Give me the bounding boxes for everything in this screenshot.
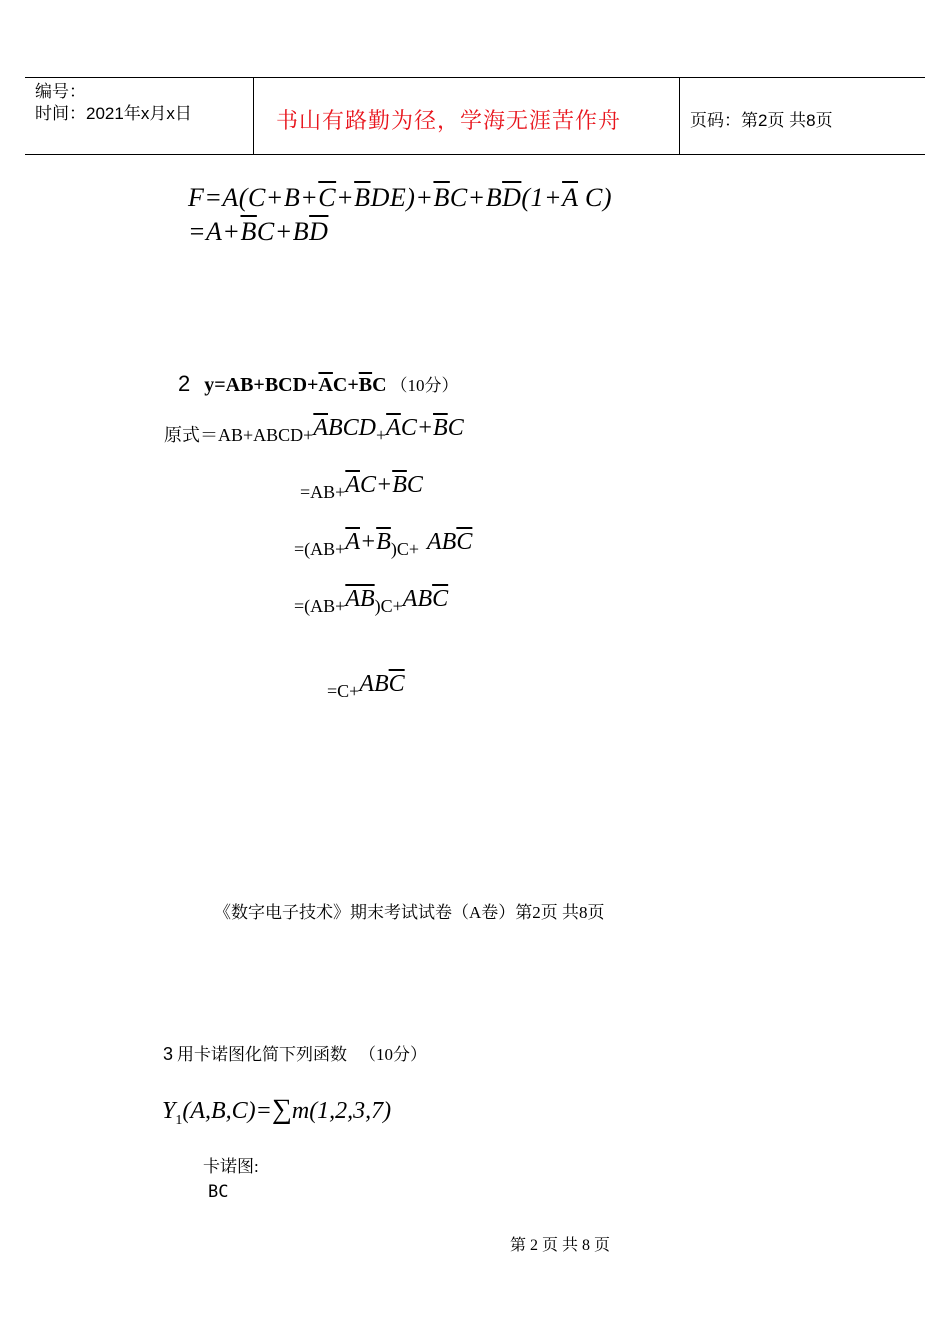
exam-page-footer: 《数字电子技术》期末考试试卷（A卷）第2页 共8页 (214, 903, 605, 922)
kmap-label: 卡诺图: (203, 1157, 259, 1176)
formula-line-1: $F=A(C+B+\overline{C}+\overline{B}DE)+\overline{B}C+B\overline{D}(1+\overline{A}$ C) (188, 183, 613, 212)
d-overbar: $\overline{D}$ (502, 183, 522, 212)
a-overbar: $\overline{A}$ (562, 183, 579, 212)
b-overbar: $\overline{B}$ (240, 217, 257, 246)
header-page-info: 页码：第2页 共8页 (690, 111, 833, 130)
problem-2-number: 2 (178, 371, 191, 396)
b-overbar: $\overline{B}$ (433, 183, 450, 212)
header-time-label: 时间：2021年x月x日 (35, 104, 192, 123)
header-number-label: 编号： (35, 82, 86, 101)
page-footer: 第 2 页 共 8 页 (510, 1237, 611, 1254)
problem-3-title: 用卡诺图化简下列函数 (177, 1045, 348, 1064)
bc-label: BC (208, 1182, 229, 1202)
d-overbar: $\overline{D}$ (309, 217, 329, 246)
c-overbar: $\overline{C}$ (318, 183, 337, 212)
derivation-step-4: $=(AB+\overline{AB})C+AB\overline{C}$ (294, 586, 449, 616)
header-motto: 书山有路勤为径，学海无涯苦作舟 (276, 109, 622, 134)
derivation-step-2: $=AB+\overline{A}C+\overline{B}C$ (300, 472, 423, 502)
header-bottom-rule (25, 154, 925, 155)
problem-2-heading (178, 371, 459, 397)
problem-3-number: 3 (163, 1044, 174, 1064)
header-top-rule (25, 77, 925, 78)
problem-2-points: （10分） (390, 376, 459, 395)
sum-symbol: ∑ (271, 1094, 292, 1125)
derivation-step-3: $=(AB+\overline{A}+\overline{B})C+ AB\overline{C}$ (294, 529, 473, 559)
b-overbar: $\overline{B}$ (354, 183, 371, 212)
problem-3-heading (163, 1040, 427, 1065)
problem-2-expression: $y=AB+BCD+\overline{A}C+\overline{B}C$ (204, 374, 387, 396)
problem-3-points: （10分） (359, 1045, 428, 1064)
problem-3-formula: $Y_1(A,B,C)=\sum m(1,2,3,7)$ (162, 1094, 392, 1128)
header-divider-left (253, 77, 254, 155)
formula-line-2: $=A+\overline{B}C+B\overline{D}$ (188, 217, 329, 246)
abcd-term: $\overline{A}BCD$ (313, 415, 376, 441)
header-divider-right (679, 77, 680, 155)
derivation-step-5: $=C+AB\overline{C}$ (327, 671, 405, 701)
derivation-step-1: 原式$=AB+ABCD+\overline{A}BCD+\overline{A}C+\overline{B}C$ (164, 415, 464, 445)
